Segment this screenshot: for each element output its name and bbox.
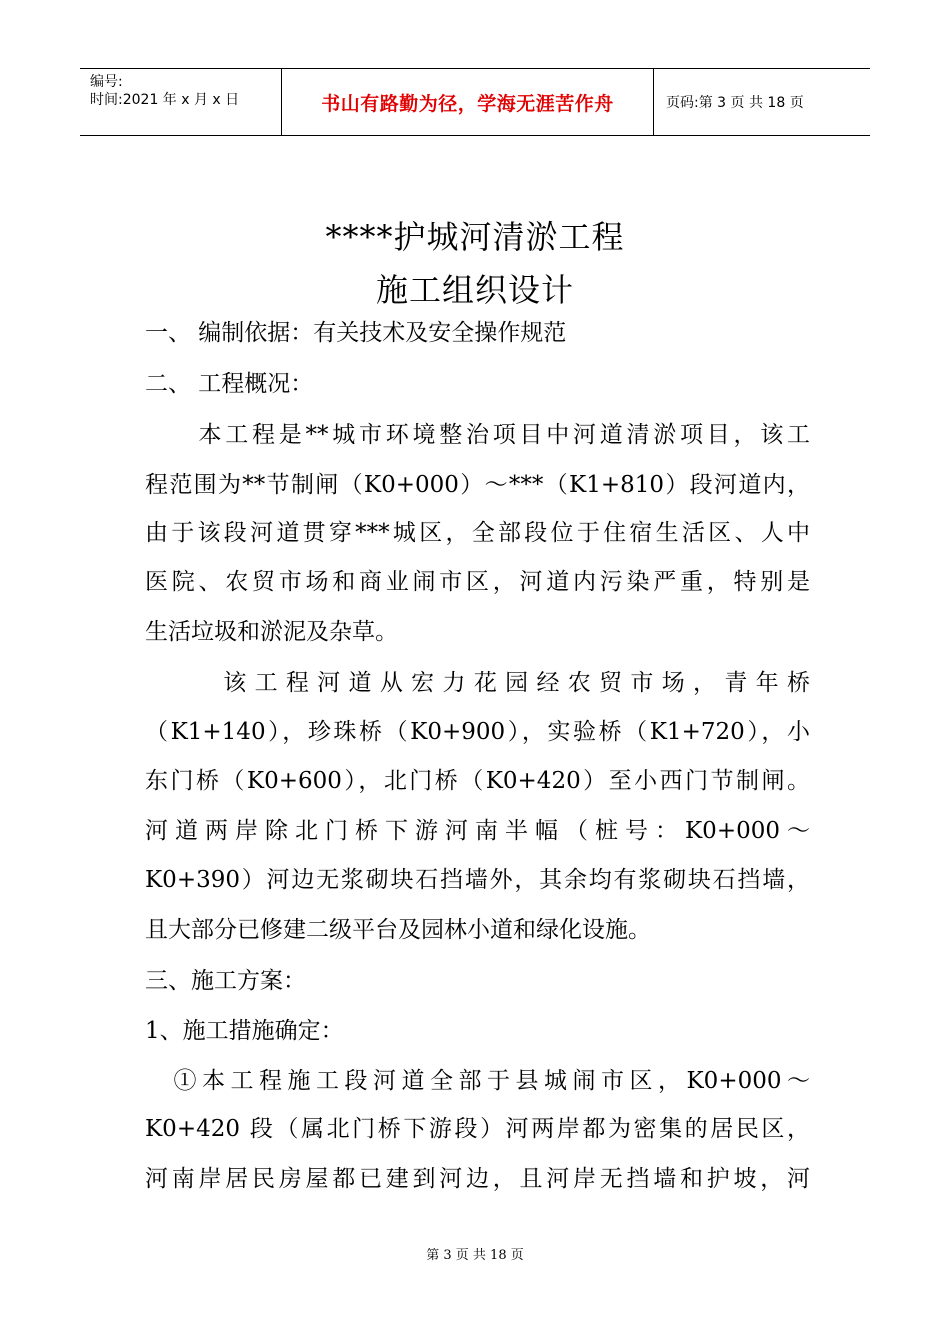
body-line: 该工程河道从宏力花园经农贸市场，青年桥 — [145, 670, 810, 696]
header-page-info: 页码:第 3 页 共 18 页 — [666, 95, 804, 111]
body-line: 1、施工措施确定： — [145, 1018, 344, 1044]
document-title-line2: 施工组织设计 — [375, 271, 574, 309]
time-label: 时间:2021 年 x 月 x 日 — [90, 92, 240, 108]
body-line: 医院、农贸市场和商业闹市区，河道内污染严重，特别是 — [145, 569, 810, 595]
body-line: 河道两岸除北门桥下游河南半幅（桩号：K0+000～ — [145, 818, 810, 844]
body-line: 二、 工程概况： — [145, 371, 314, 397]
body-line: ①本工程施工段河道全部于县城闹市区，K0+000～ — [145, 1068, 810, 1094]
header-motto: 书山有路勤为径，学海无涯苦作舟 — [282, 69, 654, 135]
body-line: 程范围为**节制闸（K0+000）～***（K1+810）段河道内， — [145, 472, 810, 498]
number-label: 编号: — [90, 74, 123, 90]
body-line: K0+390）河边无浆砌块石挡墙外，其余均有浆砌块石挡墙， — [145, 867, 810, 893]
header-meta-cell — [80, 69, 282, 135]
document-header — [80, 68, 870, 136]
body-line: 且大部分已修建二级平台及园林小道和绿化设施。 — [145, 917, 651, 943]
page-footer: 第 3 页 共 18 页 — [426, 1248, 524, 1263]
body-line: 东门桥（K0+600），北门桥（K0+420）至小西门节制闸。 — [145, 768, 810, 794]
body-line: 本工程是**城市环境整治项目中河道清淤项目，该工 — [145, 422, 810, 448]
body-line: 由于该段河道贯穿***城区，全部段位于住宿生活区、人中 — [145, 520, 810, 546]
body-line: 河南岸居民房屋都已建到河边，且河岸无挡墙和护坡，河 — [145, 1166, 810, 1192]
body-line: 生活垃圾和淤泥及杂草。 — [145, 619, 398, 645]
body-line: 一、 编制依据：有关技术及安全操作规范 — [145, 320, 567, 346]
body-line: K0+420 段（属北门桥下游段）河两岸都为密集的居民区， — [145, 1116, 810, 1142]
body-line: 三、施工方案： — [145, 968, 306, 994]
document-title-line1: ****护城河清淤工程 — [325, 218, 625, 256]
body-line: （K1+140），珍珠桥（K0+900），实验桥（K1+720），小 — [145, 719, 810, 745]
